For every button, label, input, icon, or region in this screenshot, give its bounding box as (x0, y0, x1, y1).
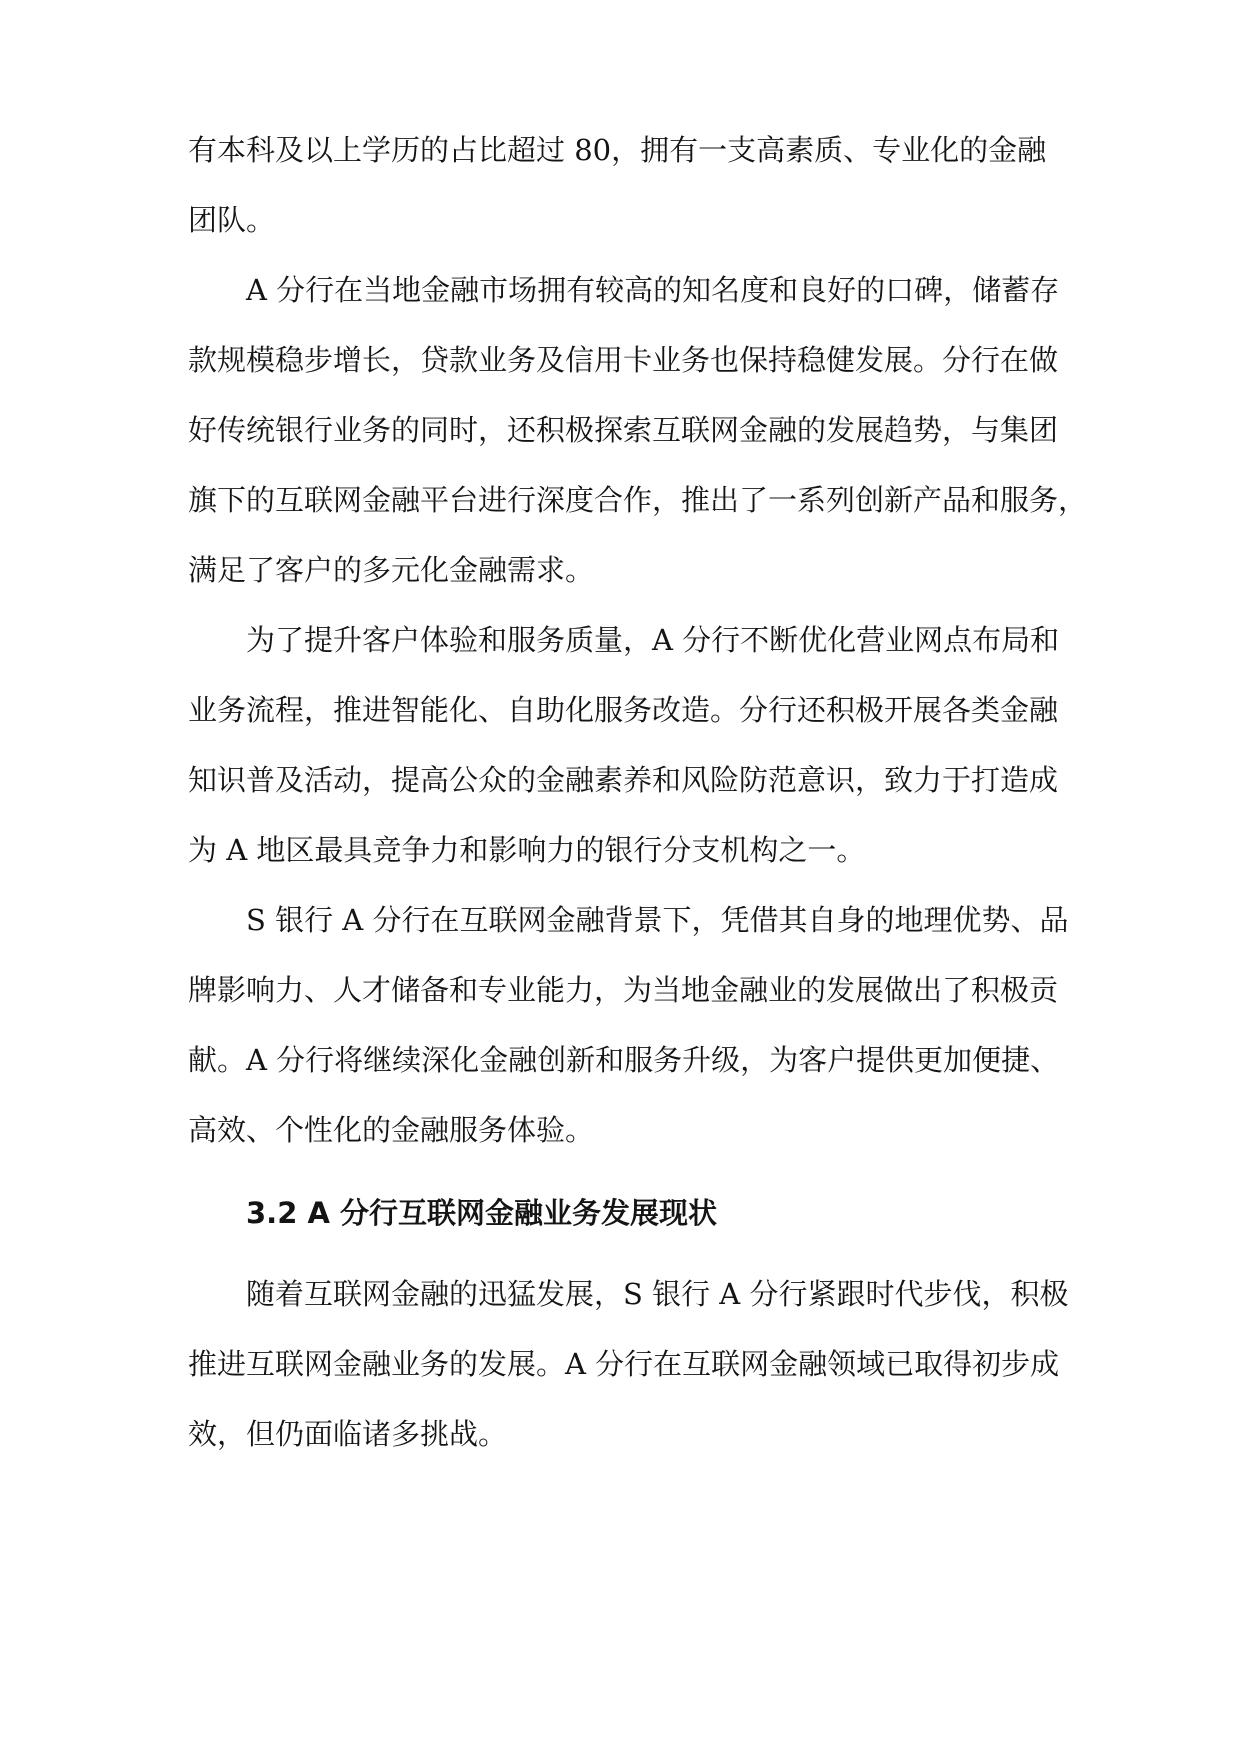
section-heading: 3.2 A 分行互联网金融业务发展现状 (246, 1196, 718, 1230)
paragraph-4-line-2: 牌影响力、人才储备和专业能力，为当地金融业的发展做出了积极贡 (188, 973, 1059, 1007)
paragraph-5-line-2: 推进互联网金融业务的发展。A 分行在互联网金融领域已取得初步成 (188, 1347, 1060, 1381)
paragraph-1-line-1: 有本科及以上学历的占比超过 80，拥有一支高素质、专业化的金融 (188, 133, 1047, 167)
paragraph-5-line-3: 效，但仍面临诸多挑战。 (188, 1417, 508, 1451)
paragraph-2-line-2: 款规模稳步增长，贷款业务及信用卡业务也保持稳健发展。分行在做 (188, 343, 1059, 377)
paragraph-2-line-4: 旗下的互联网金融平台进行深度合作，推出了一系列创新产品和服务， (188, 483, 1088, 517)
paragraph-2-line-1: A 分行在当地金融市场拥有较高的知名度和良好的口碑，储蓄存 (246, 273, 1060, 307)
paragraph-5-line-1: 随着互联网金融的迅猛发展，S 银行 A 分行紧跟时代步伐，积极 (246, 1277, 1069, 1311)
paragraph-2-line-3: 好传统银行业务的同时，还积极探索互联网金融的发展趋势，与集团 (188, 413, 1059, 447)
paragraph-1-line-2: 团队。 (188, 203, 276, 237)
paragraph-2-line-5: 满足了客户的多元化金融需求。 (188, 553, 595, 587)
paragraph-3-line-1: 为了提升客户体验和服务质量，A 分行不断优化营业网点布局和 (246, 623, 1060, 657)
paragraph-3-line-2: 业务流程，推进智能化、自助化服务改造。分行还积极开展各类金融 (188, 693, 1059, 727)
paragraph-4-line-1: S 银行 A 分行在互联网金融背景下，凭借其自身的地理优势、品 (246, 903, 1069, 937)
paragraph-3-line-3: 知识普及活动，提高公众的金融素养和风险防范意识，致力于打造成 (188, 763, 1059, 797)
paragraph-4-line-3: 献。A 分行将继续深化金融创新和服务升级，为客户提供更加便捷、 (188, 1043, 1060, 1077)
paragraph-3-line-4: 为 A 地区最具竞争力和影响力的银行分支机构之一。 (188, 833, 866, 867)
paragraph-4-line-4: 高效、个性化的金融服务体验。 (188, 1113, 595, 1147)
